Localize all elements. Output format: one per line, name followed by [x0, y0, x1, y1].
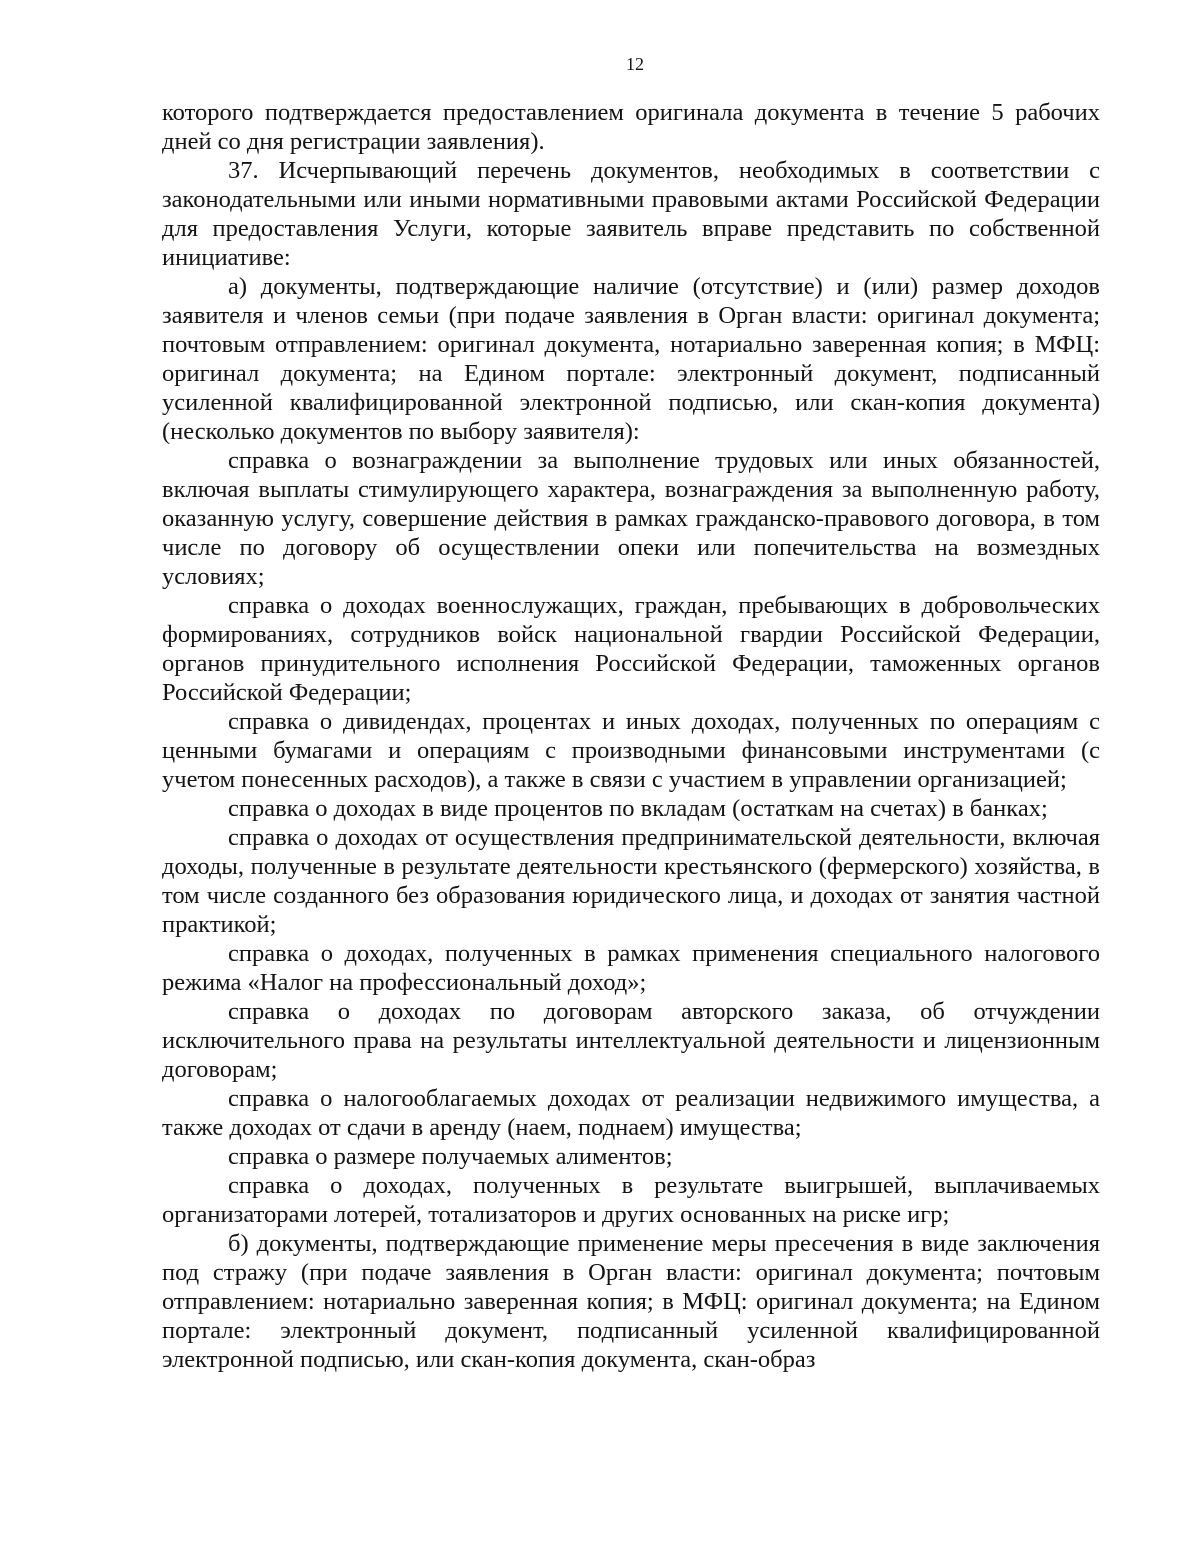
paragraph-certificate-military: справка о доходах военнослужащих, граждан, пребывающих в добровольческих формированиях, сотрудников войск национальной гвардии Российской Федерации, органов принудительного исполнения Российской Федерации, таможенных органов Российской Федерации;: [162, 592, 1100, 706]
page-number: 12: [626, 54, 644, 74]
paragraph-certificate-dividends: справка о дивидендах, процентах и иных доходах, полученных по операциям с ценными бумагами и операциям с производными финансовыми инструментами (с учетом понесенных расходов), а также в связи с участием в управлении организацией;: [162, 708, 1100, 793]
paragraph-continuation: которого подтверждается предоставлением оригинала документа в течение 5 рабочих дней со дня регистрации заявления).: [162, 99, 1100, 155]
paragraph-certificate-real-estate: справка о налогооблагаемых доходах от реализации недвижимого имущества, а также доходах от сдачи в аренду (наем, поднаем) имущества;: [162, 1085, 1100, 1141]
paragraph-certificate-lottery: справка о доходах, полученных в результате выигрышей, выплачиваемых организаторами лотерей, тотализаторов и других основанных на риске игр;: [162, 1172, 1100, 1228]
paragraph-certificate-remuneration: справка о вознаграждении за выполнение трудовых или иных обязанностей, включая выплаты стимулирующего характера, вознаграждения за выполненную работу, оказанную услугу, совершение действия в рамках гражданско-правового договора, в том числе по договору об осуществлении опеки или попечительства на возмездных условиях;: [162, 447, 1100, 590]
document-body: [162, 98, 1100, 1374]
paragraph-certificate-professional-tax: справка о доходах, полученных в рамках применения специального налогового режима «Налог на профессиональный доход»;: [162, 940, 1100, 996]
paragraph-subitem-b: б) документы, подтверждающие применение меры пресечения в виде заключения под стражу (при подаче заявления в Орган власти: оригинал документа; почтовым отправлением: нотариально заверенная копия; в МФЦ: оригинал документа; на Едином портале: электронный документ, подписанный усиленной квалифицированной электронной подписью, или скан-копия документа, скан-образ: [162, 1230, 1100, 1373]
paragraph-subitem-a: а) документы, подтверждающие наличие (отсутствие) и (или) размер доходов заявителя и членов семьи (при подаче заявления в Орган власти: оригинал документа; почтовым отправлением: оригинал документа, нотариально заверенная копия; в МФЦ: оригинал документа; на Едином портале: электронный документ, подписанный усиленной квалифицированной электронной подписью, или скан-копия документа) (несколько документов по выбору заявителя):: [162, 273, 1100, 445]
paragraph-certificate-deposits: справка о доходах в виде процентов по вкладам (остаткам на счетах) в банках;: [228, 795, 1048, 822]
paragraph-certificate-alimony: справка о размере получаемых алиментов;: [228, 1143, 673, 1170]
paragraph-item-37: 37. Исчерпывающий перечень документов, необходимых в соответствии с законодательными или иными нормативными правовыми актами Российской Федерации для предоставления Услуги, которые заявитель вправе представить по собственной инициативе:: [162, 157, 1100, 271]
paragraph-certificate-business: справка о доходах от осуществления предпринимательской деятельности, включая доходы, полученные в результате деятельности крестьянского (фермерского) хозяйства, в том числе созданного без образования юридического лица, и доходах от занятия частной практикой;: [162, 824, 1100, 938]
paragraph-certificate-copyright: справка о доходах по договорам авторского заказа, об отчуждении исключительного права на результаты интеллектуальной деятельности и лицензионным договорам;: [162, 998, 1100, 1083]
